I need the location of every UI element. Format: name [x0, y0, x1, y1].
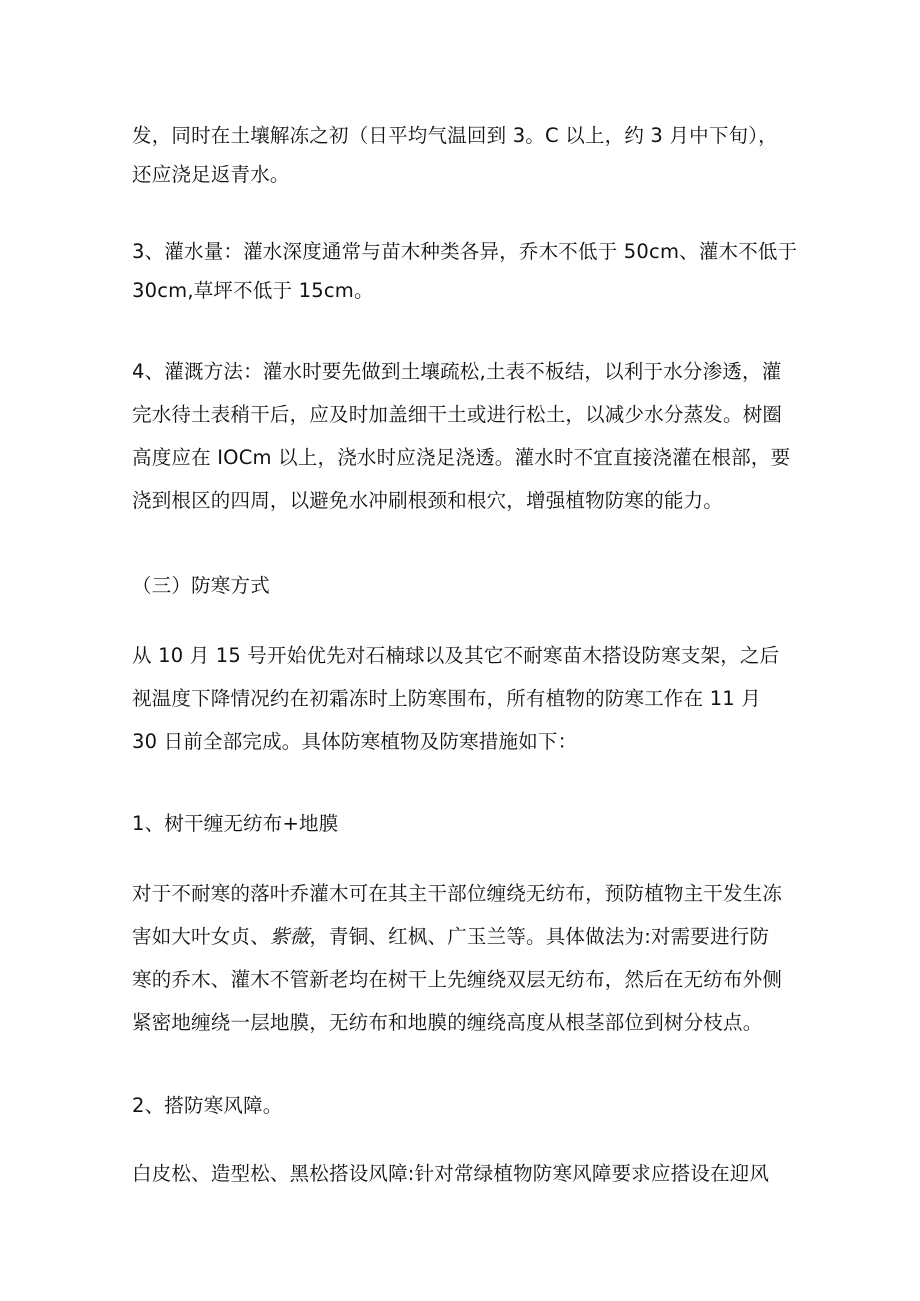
text-line: 4、灌溉方法：灌水时要先做到土壤疏松,土表不板结，以利于水分渗透，灌: [132, 360, 782, 383]
paragraph-irrigation-method: [132, 350, 812, 522]
text-line: 高度应在 IOCm 以上，浇水时应浇足浇透。灌水时不宜直接浇灌在根部，要: [132, 446, 791, 469]
text-line: 3、灌水量：灌水深度通常与苗木种类各异，乔木不低于 50cm、灌木不低于: [132, 240, 798, 263]
subheading-windbreak: [132, 1086, 812, 1125]
paragraph-cold-protection-schedule: [132, 634, 812, 763]
section-heading-text: （三）防寒方式: [132, 574, 270, 597]
text-line: 完水待土表稍干后，应及时加盖细干土或进行松土，以减少水分蒸发。树圈: [132, 403, 783, 426]
paragraph-trunk-wrapping: [132, 872, 812, 1044]
text-line: 发，同时在土壤解冻之初（日平均气温回到 3。C 以上，约 3 月中下旬），: [132, 124, 778, 147]
subheading-trunk-wrapping: [132, 804, 812, 843]
paragraph-irrigation-amount: [132, 232, 812, 310]
text-line: [132, 915, 812, 958]
text-line: 白皮松、造型松、黑松搭设风障:针对常绿植物防寒风障要求应搭设在迎风: [132, 1162, 770, 1185]
text-line: 紧密地缠绕一层地膜，无纺布和地膜的缠绕高度从根茎部位到树分枝点。: [132, 1011, 763, 1034]
text-line: 寒的乔木、灌木不管新老均在树干上先缠绕双层无纺布，然后在无纺布外侧: [132, 968, 783, 991]
subheading-text: 1、树干缠无纺布+地膜: [132, 812, 339, 835]
text-line: 视温度下降情况约在初霜冻时上防寒围布，所有植物的防寒工作在 11 月: [132, 687, 762, 710]
text-line: 对于不耐寒的落叶乔灌木可在其主干部位缠绕无纺布，预防植物主干发生冻: [132, 882, 783, 905]
paragraph-irrigation-timing: [132, 116, 812, 194]
section-heading-cold-protection: [132, 566, 812, 605]
text-line: 30cm,草坪不低于 15cm。: [132, 279, 374, 302]
italic-plant-name: 紫薇: [269, 925, 310, 948]
text-fragment: 害如大叶女贞、: [132, 925, 270, 948]
text-line: 浇到根区的四周，以避免水冲刷根颈和根穴，增强植物防寒的能力。: [132, 489, 724, 512]
text-line: 还应浇足返青水。: [132, 163, 290, 186]
text-line: 从 10 月 15 号开始优先对石楠球以及其它不耐寒苗木搭设防寒支架，之后: [132, 644, 780, 667]
text-line: 30 日前全部完成。具体防寒植物及防寒措施如下：: [132, 730, 578, 753]
subheading-text: 2、搭防寒风障。: [132, 1094, 283, 1117]
paragraph-windbreak: [132, 1154, 812, 1193]
text-fragment: ，青铜、红枫、广玉兰等。具体做法为:对需要进行防: [309, 925, 770, 948]
